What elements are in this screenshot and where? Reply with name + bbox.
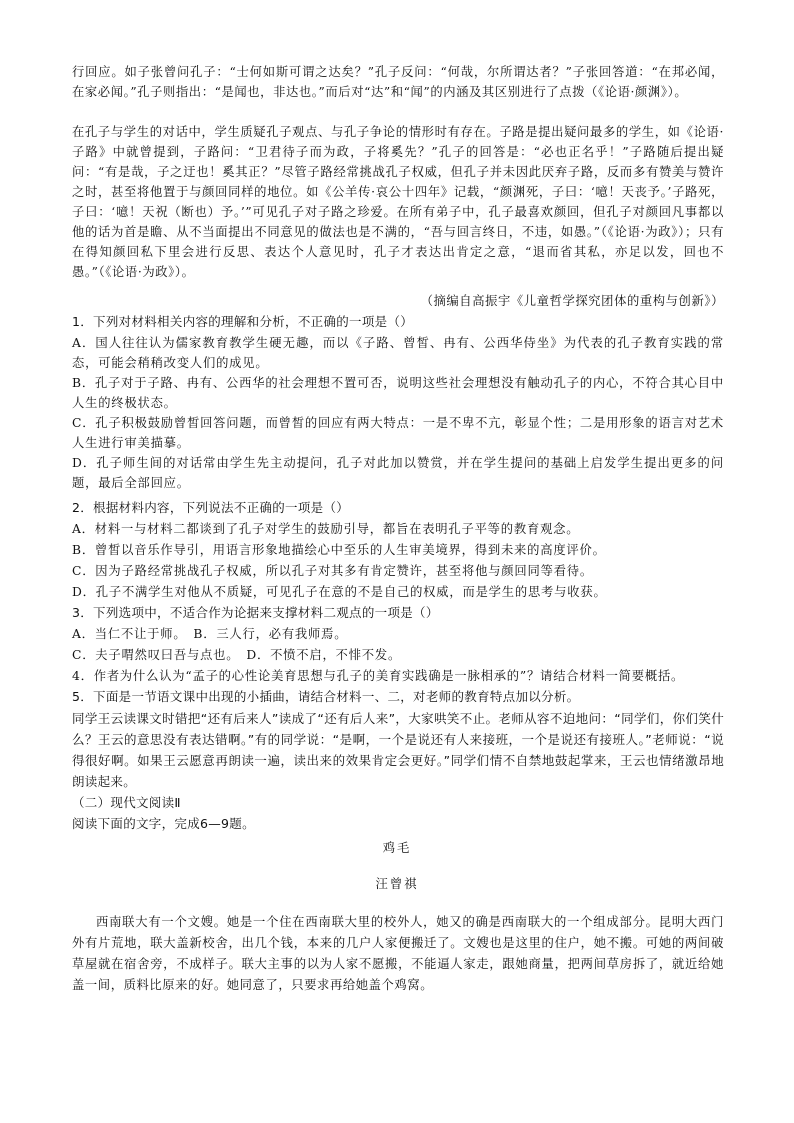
passage-paragraph-1: 行回应。如子张曾问孔子：“士何如斯可谓之达矣？”孔子反问：“何哉，尔所谓达者？”子张回答道：“在邦必闻，在家必闻。”孔子则指出：“是闻也，非达也。”而后对“达”和“闻”的内涵及其区别进行了点拨（《论语·颜渊》）。 xyxy=(72,65,724,99)
passage-paragraph-2: 在孔子与学生的对话中，学生质疑孔子观点、与孔子争论的情形时有存在。子路是提出疑问最多的学生，如《论语·子路》中就曾提到，子路问：“卫君待子而为政，子将奚先？”孔子的回答是：“必也正名乎！”子路随后提出疑问：“有是哉，子之迂也！奚其正？”尽管子路经常挑战孔子权威，但孔子并未因此厌弃子路，反而多有赞美与赞许之时，甚至将他置于与颜回同样的地位。如《公羊传·哀公十四年》记载，“颜渊死，子曰：‘噫！天丧予。’子路死，子曰：‘噫！天祝（断也）予。’”可见孔子对子路之珍爱。在所有弟子中，孔子最喜欢颜回，但孔子对颜回凡事都以他的话为首是瞻、从不当面提出不同意见的做法也是不满的，“吾与回言终日，不违，如愚。”（《论语·为政》）；只有在得知颜回私下里会进行反思、表达个人意见时，孔子才表达出肯定之意，“退而省其私，亦足以发，回也不愚。”（《论语·为政》）。 xyxy=(72,125,724,279)
article-body: 西南联大有一个文嫂。她是一个住在西南联大里的校外人，她又的确是西南联大的一个组成部分。昆明大西门外有片荒地，联大盖新校舍，出几个钱，本来的几户人家便搬迁了。文嫂也是这里的住户，她不搬。可她的两间破草屋就在宿舍旁，不成样子。联大主事的以为人家不愿搬，不能逼人家走，跟她商量，把两间草房拆了，就近给她盖一间，质料比原来的好。她同意了，只要求再给她盖个鸡窝。 xyxy=(72,915,724,992)
article-author: 汪曾祺 xyxy=(375,877,419,891)
question-1-stem: 1．下列对材料相关内容的理解和分析，不正确的一项是（） xyxy=(72,314,414,329)
section-instruction: 阅读下面的文字，完成6—9题。 xyxy=(72,816,255,831)
section-heading: （二）现代文阅读Ⅱ xyxy=(72,795,181,810)
question-4-stem: 4．作者为什么认为“孟子的心性论美育思想与孔子的美育实践确是一脉相承的”？请结合材料一简要概括。 xyxy=(72,669,685,683)
question-2-option-a: A．材料一与材料二都谈到了孔子对学生的鼓励引导，都旨在表明孔子平等的教育观念。 xyxy=(72,522,580,536)
question-1-option-a: A．国人往往认为儒家教育教学生硬无趣，而以《子路、曾皙、冉有、公西华侍坐》为代表的孔子教育实践的常态，可能会稍稍改变人们的成见。 xyxy=(72,336,724,370)
passage-source: （摘编自高振宇《儿童哲学探究团体的重构与创新》） xyxy=(420,294,724,308)
question-5-stem: 5．下面是一节语文课中出现的小插曲，请结合材料一、二，对老师的教育特点加以分析。 xyxy=(72,689,580,704)
question-1-option-d: D．孔子师生间的对话常由学生先主动提问，孔子对此加以赞赏，并在学生提问的基础上启发学生提出更多的问题，最后全部回应。 xyxy=(72,456,724,490)
question-3-options-ab: A．当仁不让于师。 B．三人行，必有我师焉。 xyxy=(72,627,348,641)
question-1-option-b: B．孔子对于子路、冉有、公西华的社会理想不置可否，说明这些社会理想没有触动孔子的内心，不符合其心目中人生的终极状态。 xyxy=(72,376,724,410)
question-3-options-cd: C．夫子喟然叹曰吾与点也。 D．不愤不启，不悱不发。 xyxy=(72,648,402,662)
question-1-option-c: C．孔子积极鼓励曾皙回答问题，而曾皙的回应有两大特点：一是不卑不亢，彰显个性；二是用形象的语言对艺术人生进行审美描摹。 xyxy=(72,416,724,450)
question-3-stem: 3．下列选项中，不适合作为论据来支撑材料二观点的一项是（） xyxy=(72,605,439,620)
question-5-material: 同学王云读课文时错把“还有后来人”读成了“还有后人来”，大家哄笑不止。老师从容不迫地问：“同学们，你们笑什么？王云的意思没有表达错啊。”有的同学说：“是啊，一个是说还有人来接班，一个是说还有接班人。”老师说：“说得很好啊。如果王云愿意再朗读一遍，读出来的效果肯定会更好。”同学们情不自禁地鼓起掌来，王云也情绪激昂地朗读起来。 xyxy=(72,711,724,789)
question-2-option-b: B．曾皙以音乐作导引，用语言形象地描绘心中至乐的人生审美境界，得到未来的高度评价。 xyxy=(72,543,606,557)
question-2-option-d: D．孔子不满学生对他从不质疑，可见孔子在意的不是自己的权威，而是学生的思考与收获。 xyxy=(72,585,607,599)
question-2-stem: 2．根据材料内容，下列说法不正确的一项是（） xyxy=(72,500,350,515)
question-2-option-c: C．因为子路经常挑战孔子权威，所以孔子对其多有肯定赞许，甚至将他与颜回同等看待。 xyxy=(72,564,593,578)
article-title: 鸡毛 xyxy=(382,841,412,855)
